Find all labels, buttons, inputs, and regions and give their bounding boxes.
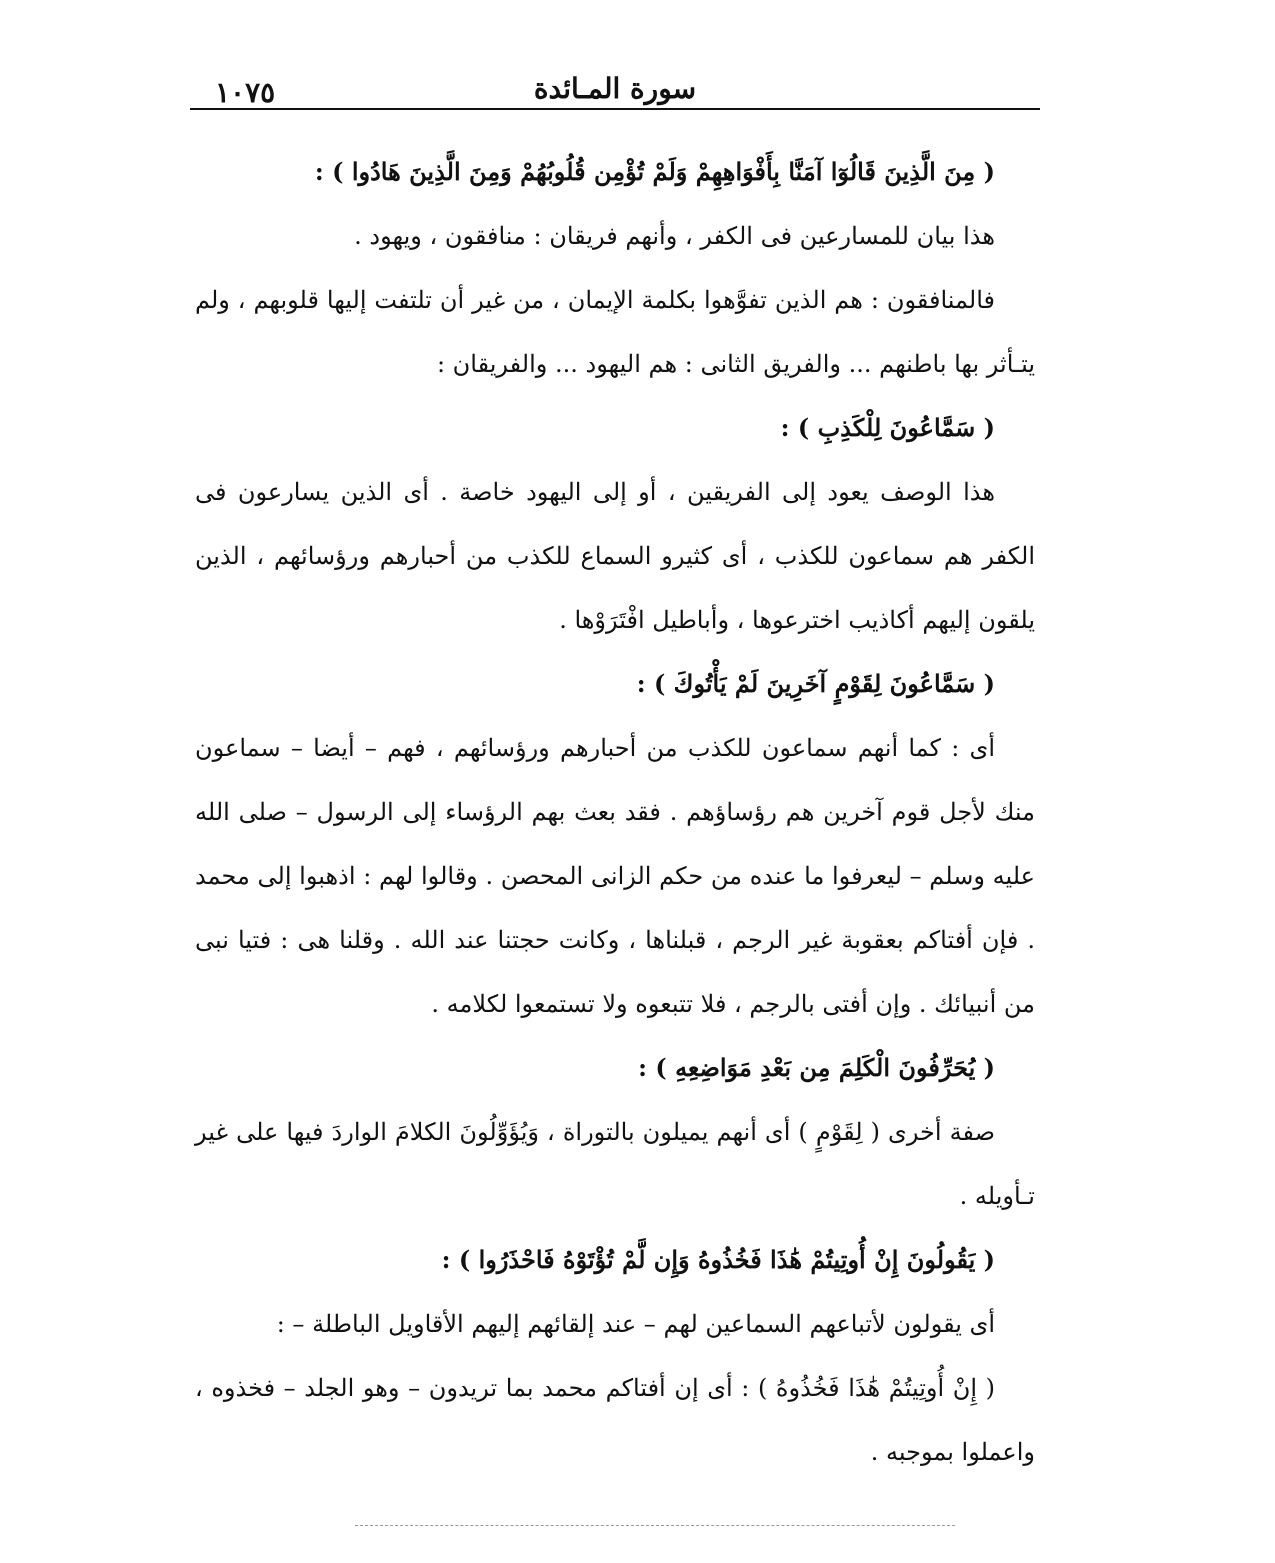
commentary-paragraph: ( إِنْ أُوتِيتُمْ هَٰذَا فَخُذُوهُ ) : أى إن أفتاكم محمد بما تريدون – وهو الجلد – فخذوه ، واعملوا بموجبه . bbox=[195, 1374, 1035, 1466]
surah-title: سورة المـائدة bbox=[533, 72, 697, 105]
commentary-paragraph: هذا الوصف يعود إلى الفريقين ، أو إلى اليهود خاصة . أى الذين يسارعون فى الكفر هم سماعون للكذب ، أى كثيرو السماع للكذب من أحبارهم ورؤسائهم ، الذين يلقون إليهم أكاذيب اخترعوها ، وأباطيل افْتَرَوْها . bbox=[195, 478, 1036, 634]
commentary-paragraph: صفة أخرى ( لِقَوْمٍ ) أى أنهم يميلون بالتوراة ، وَيُؤَوِّلُونَ الكلامَ الواردَ فيها على غير تـأويله . bbox=[195, 1118, 1035, 1210]
page-body bbox=[195, 140, 1035, 1484]
footer-rule bbox=[355, 1525, 955, 1526]
quran-verse: ( يَقُولُونَ إِنْ أُوتِيتُمْ هَٰذَا فَخُذُوهُ وَإِن لَّمْ تُؤْتَوْهُ فَاحْذَرُوا ) : bbox=[441, 1245, 995, 1274]
quran-verse: ( سَمَّاعُونَ لِلْكَذِبِ ) : bbox=[780, 413, 995, 442]
page-header bbox=[190, 68, 1040, 108]
commentary-paragraph: فالمنافقون : هم الذين تفوَّهوا بكلمة الإيمان ، من غير أن تلتفت إليها قلوبهم ، ولم يتـأثر بها باطنهم ... والفريق الثانى : هم اليهود ... والفريقان : bbox=[195, 286, 1035, 378]
header-rule bbox=[190, 108, 1040, 110]
commentary-paragraph: أى يقولون لأتباعهم السماعين لهم – عند إلقائهم إليهم الأقاويل الباطلة – : bbox=[276, 1310, 995, 1338]
page-number: ١٠٧٥ bbox=[215, 76, 276, 109]
quran-verse: ( يُحَرِّفُونَ الْكَلِمَ مِن بَعْدِ مَوَاضِعِهِ ) : bbox=[638, 1053, 995, 1082]
quran-verse: ( سَمَّاعُونَ لِقَوْمٍ آخَرِينَ لَمْ يَأْتُوكَ ) : bbox=[636, 669, 995, 698]
quran-verse: ( مِنَ الَّذِينَ قَالُوٓا آمَنَّا بِأَفْوَاهِهِمْ وَلَمْ تُؤْمِن قُلُوبُهُمْ وَمِنَ الَّذِينَ هَادُوا ) : bbox=[314, 157, 995, 186]
commentary-paragraph: هذا بيان للمسارعين فى الكفر ، وأنهم فريقان : منافقون ، ويهود . bbox=[354, 222, 995, 250]
commentary-paragraph: أى : كما أنهم سماعون للكذب من أحبارهم ورؤسائهم ، فهم – أيضا – سماعون منك لأجل قوم آخرين هم رؤساؤهم . فقد بعث بهم الرؤساء إلى الرسول – صلى الله عليه وسلم – ليعرفوا ما عنده من حكم الزانى المحصن . وقالوا لهم : اذهبوا إلى محمد . فإن أفتاكم بعقوبة غير الرجم ، قبلناها ، وكانت حجتنا عند الله . وقلنا هى : فتيا نبى من أنبيائك . وإن أفتى بالرجم ، فلا تتبعوه ولا تستمعوا لكلامه . bbox=[195, 734, 1035, 1018]
